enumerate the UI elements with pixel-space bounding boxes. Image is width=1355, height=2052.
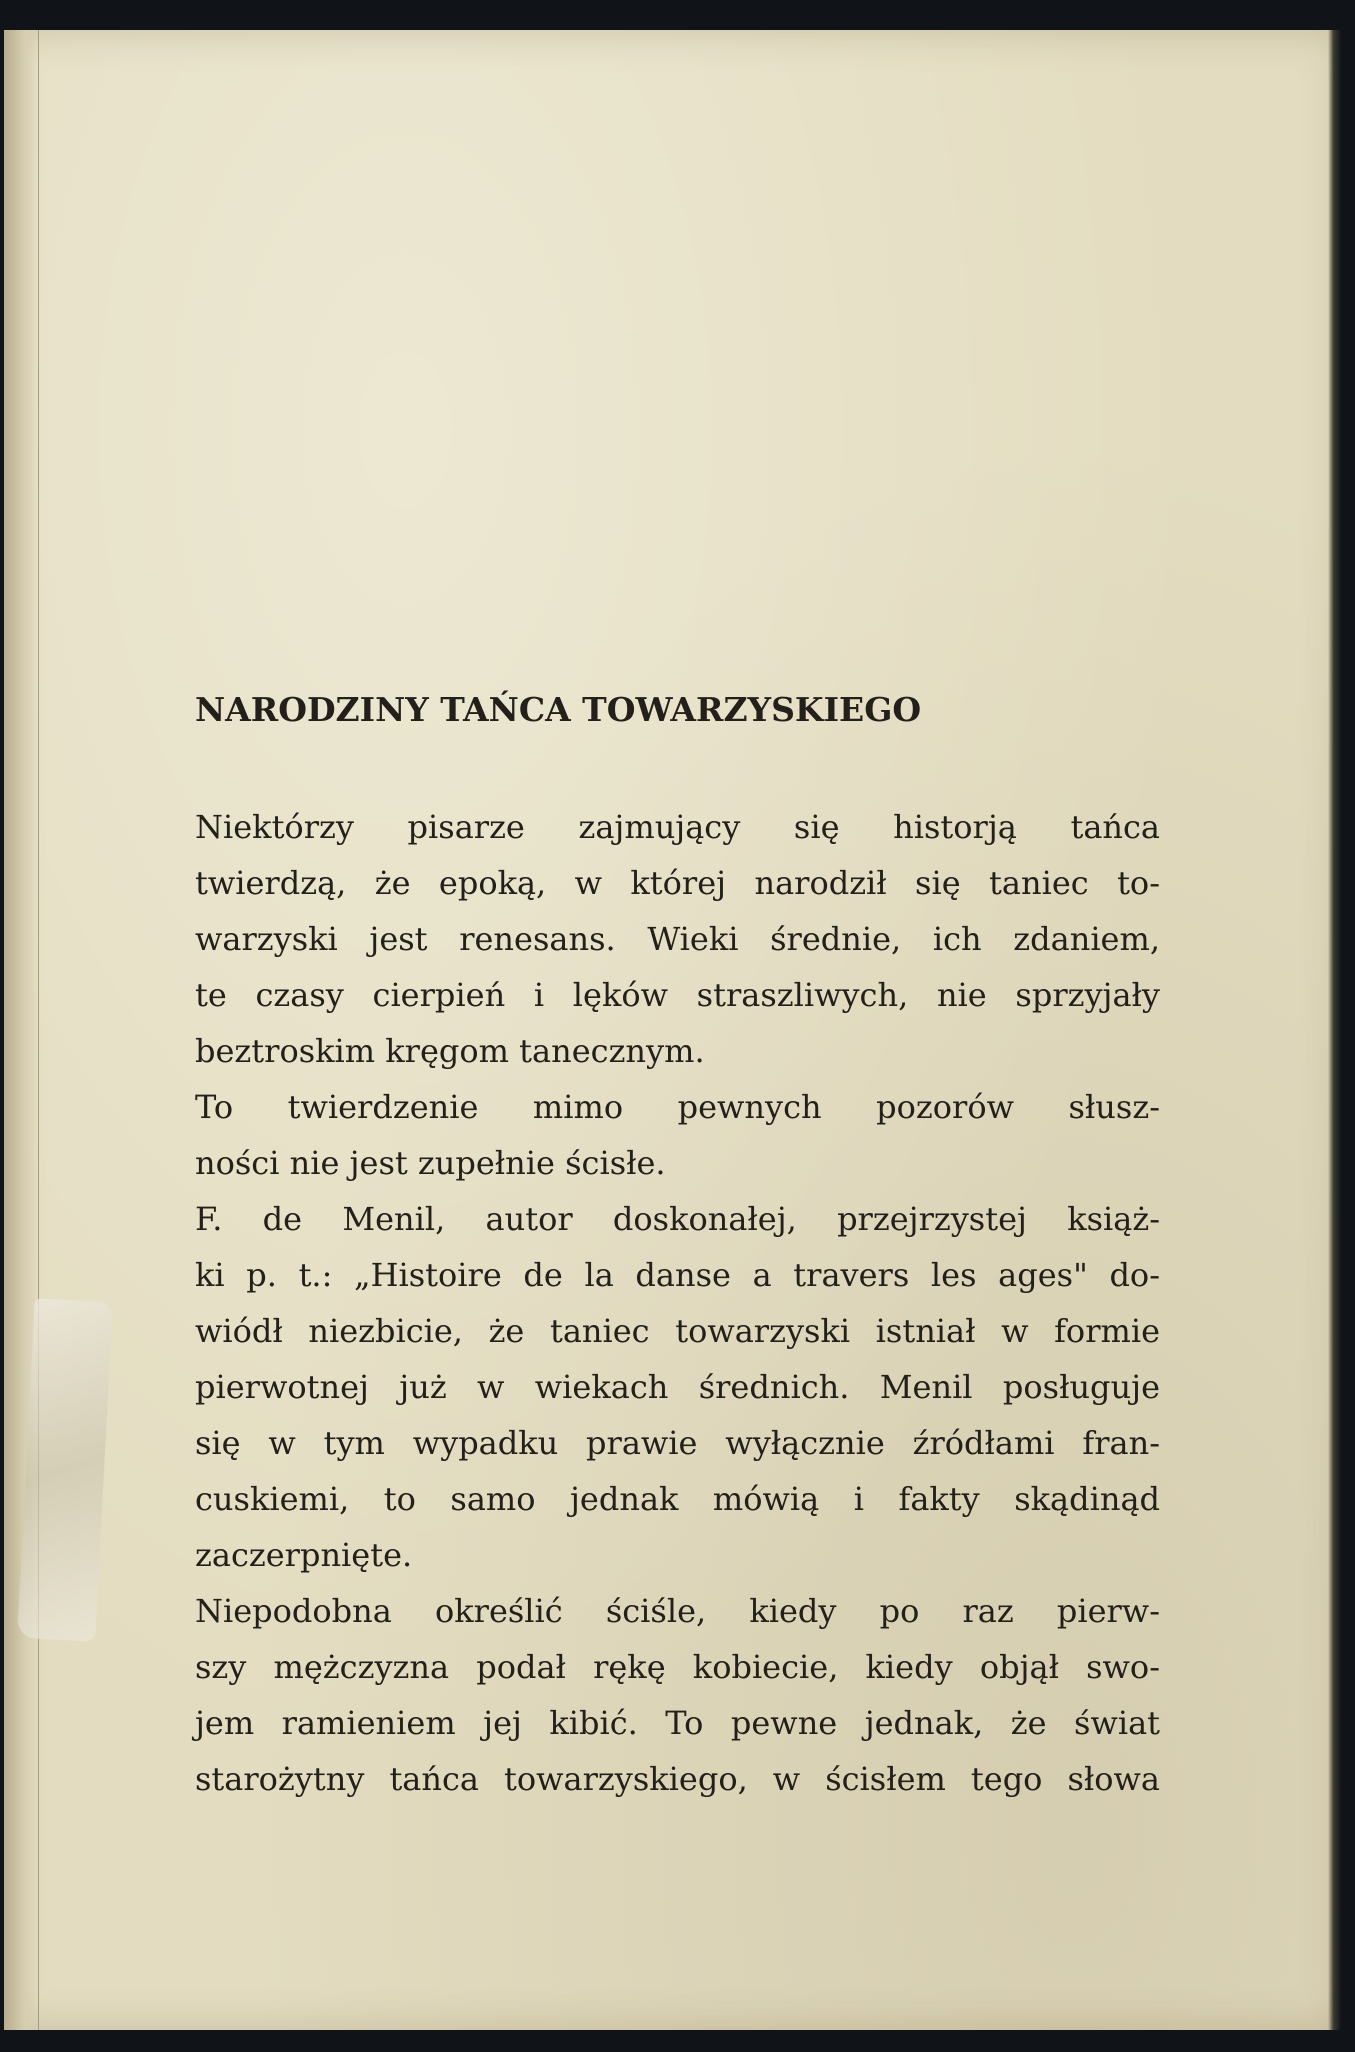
page-binding-shadow bbox=[4, 30, 39, 2030]
text-line: Niepodobna określić ściśle, kiedy po raz pierw- bbox=[195, 1592, 1160, 1630]
paragraph-2 bbox=[195, 1079, 1160, 1191]
text-line: jem ramieniem jej kibić. To pewne jednak, że świat bbox=[195, 1704, 1160, 1742]
text-line: ki p. t.: „Histoire de la danse a travers les ages" do- bbox=[195, 1256, 1160, 1294]
text-line: starożytny tańca towarzyskiego, w ścisłem tego słowa bbox=[195, 1760, 1160, 1798]
text-line: wiódł niezbicie, że taniec towarzyski istniał w formie bbox=[195, 1312, 1160, 1350]
chapter-heading: NARODZINY TAŃCA TOWARZYSKIEGO bbox=[195, 690, 922, 729]
text-line: się w tym wypadku prawie wyłącznie źródłami fran- bbox=[195, 1424, 1160, 1462]
text-line: To twierdzenie mimo pewnych pozorów słusz- bbox=[195, 1088, 1160, 1126]
text-line: zaczerpnięte. bbox=[195, 1536, 413, 1574]
text-line: beztroskim kręgom tanecznym. bbox=[195, 1032, 705, 1070]
text-line: twierdzą, że epoką, w której narodził się taniec to- bbox=[195, 864, 1160, 902]
text-line: cuskiemi, to samo jednak mówią i fakty skądinąd bbox=[195, 1480, 1160, 1518]
page-content bbox=[195, 690, 1160, 1807]
paragraph-4 bbox=[195, 1583, 1160, 1807]
text-line: Niektórzy pisarze zajmujący się historją tańca bbox=[195, 808, 1160, 846]
text-line: pierwotnej już w wiekach średnich. Menil posługuje bbox=[195, 1368, 1160, 1406]
page-edge-shadow bbox=[1328, 30, 1342, 2030]
paragraph-3 bbox=[195, 1191, 1160, 1583]
text-line: F. de Menil, autor doskonałej, przejrzystej książ- bbox=[195, 1200, 1160, 1238]
text-line: warzyski jest renesans. Wieki średnie, ich zdaniem, bbox=[195, 920, 1160, 958]
paragraph-1 bbox=[195, 799, 1160, 1079]
text-line: te czasy cierpień i lęków straszliwych, nie sprzyjały bbox=[195, 976, 1160, 1014]
text-line: ności nie jest zupełnie ścisłe. bbox=[195, 1144, 666, 1182]
text-line: szy mężczyzna podał rękę kobiecie, kiedy objął swo- bbox=[195, 1648, 1160, 1686]
repair-tape bbox=[17, 1298, 113, 1642]
